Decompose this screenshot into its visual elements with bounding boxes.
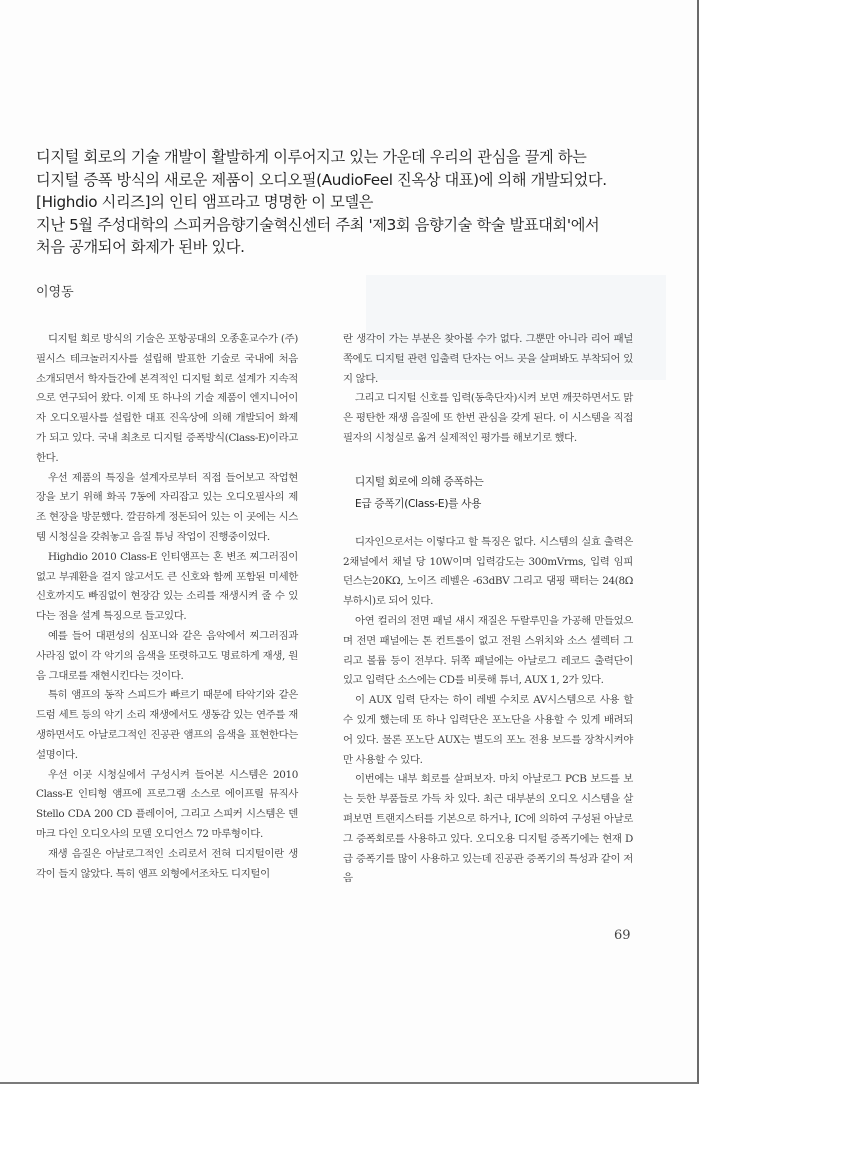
body-paragraph: Highdio 2010 Class-E 인티앰프는 혼 변조 찌그러짐이 없고 부궤환을 걸지 않고서도 큰 신호와 함께 포함된 미세한 신호까지도 빠짐없이 현장감 있는 소리를 재생시켜 줄 수 있다는 점을 설계 특징으로 들고있다. (36, 550, 298, 623)
subheading-line: E급 증폭기(Class-E)를 사용 (355, 497, 482, 510)
body-paragraph: 이 AUX 입력 단자는 하이 레벨 수치로 AV시스템으로 사용 할 수 있게 했는데 또 하나 입력단은 포노단을 사용할 수 있게 배려되어 있다. 물론 포노단 AUX는 별도의 포노 전용 보드를 장착시켜야만 사용할 수 있다. (343, 694, 633, 766)
lead-line: 디지털 증폭 방식의 새로운 제품이 오디오필(AudioFeel 진옥상 대표)에 의해 개발되었다. (36, 170, 607, 189)
author-name: 이영동 (36, 285, 74, 300)
body-paragraph: 우선 제품의 특징을 설계자로부터 직접 들어보고 작업현장을 보기 위해 화곡 7동에 자리잡고 있는 오디오필사의 제조 현장을 방문했다. 깔끔하게 정돈되어 있는 이 곳에는 시스템 시청실을 갖춰놓고 음질 튜닝 작업이 진행중이었다. (36, 471, 298, 543)
body-paragraph: 디지털 회로 방식의 기술은 포항공대의 오종훈교수가 (주)필시스 테크놀러지사를 설립해 발표한 기술로 국내에 처음 소개되면서 학자들간에 본격적인 디지털 회로 설계가 지속적으로 연구되어 왔다. 이제 또 하나의 기술 제품이 엔지니어이자 오디오필사를 설립한 대표 진옥상에 의해 개발되어 화제가 되고 있다. 국내 최초로 디지털 증폭방식(Class-E)이라고 한다. (36, 333, 298, 464)
section-subheading (355, 471, 633, 515)
body-paragraph: 그리고 디지털 신호를 입력(동축단자)시켜 보면 깨끗하면서도 맑은 평탄한 재생 음질에 또 한번 관심을 갖게 된다. 이 시스템을 직접 필자의 시청실로 옮겨 실제적인 평가를 해보기로 했다. (343, 392, 633, 444)
page-number: 69 (614, 928, 631, 943)
lead-line: 지난 5월 주성대학의 스피커음향기술혁신센터 주최 '제3회 음향기술 학술 발표대회'에서 (36, 215, 600, 234)
body-paragraph: 이번에는 내부 회로를 살펴보자. 마치 아날로그 PCB 보드를 보는 듯한 부품들로 가득 차 있다. 최근 대부분의 오디오 시스템을 살펴보면 트랜지스터를 기본으로 하거나, IC에 의하여 구성된 아날로그 증폭회로를 사용하고 있다. 오디오용 디지털 증폭기에는 현재 D급 증폭기를 많이 사용하고 있는데 진공관 증폭기의 특성과 같이 저 음 (343, 773, 633, 885)
body-paragraph: 디자인으로서는 이렇다고 할 특징은 없다. 시스템의 실효 출력은 2채널에서 채널 당 10W이며 입력감도는 300mVrms, 입력 임피던스는20KΩ, 노이즈 레벨은 -63dBV 그리고 댐핑 팩터는 24(8Ω 부하시)로 되어 있다. (343, 535, 633, 608)
lead-line: 디지털 회로의 기술 개발이 활발하게 이루어지고 있는 가운데 우리의 관심을 끌게 하는 (36, 148, 587, 166)
left-column (36, 330, 298, 884)
lead-line: [Highdio 시리즈]의 인티 앰프라고 명명한 이 모델은 (36, 193, 374, 211)
body-paragraph: 특히 앰프의 동작 스피드가 빠르기 때문에 타악기와 같은 드럼 세트 등의 악기 소리 재생에서도 생동감 있는 연주를 재생하면서도 아날로그적인 진공관 앰프의 음색을 표현한다는 설명이다. (36, 689, 298, 761)
right-column (343, 330, 633, 889)
subheading-line: 디지털 회로에 의해 증폭하는 (355, 475, 484, 488)
body-paragraph: 예를 들어 대편성의 심포니와 같은 음악에서 찌그러짐과 사라짐 없이 각 악기의 음색을 또렷하고도 명료하게 재생, 원음 그대로를 재현시킨다는 것이다. (36, 629, 298, 682)
body-paragraph: 아연 컬러의 전면 패널 섀시 재질은 두랄루민을 가공해 만들었으며 전면 패널에는 톤 컨트롤이 없고 전원 스위치와 소스 셀렉터 그리고 볼륨 등이 전부다. 뒤쪽 패널에는 아날로그 레코드 출력단이 있고 입력단 소스에는 CD를 비롯해 튜너, AUX 1, 2가 있다. (343, 614, 633, 687)
body-paragraph: 우선 이곳 시청실에서 구성시켜 들어본 시스템은 2010 Class-E 인티형 앰프에 프로그램 소스로 에이프릴 뮤직사 Stello CDA 200 CD 플레이어, 그리고 스피커 시스템은 덴마크 다인 오디오사의 모델 오디언스 72 마루형이다. (36, 768, 298, 840)
body-paragraph: 란 생각이 가는 부분은 찾아볼 수가 없다. 그뿐만 아니라 리어 패널쪽에도 디지털 관련 입출력 단자는 어느 곳을 살펴봐도 부착되어 있지 않다. (343, 333, 633, 385)
lead-line: 처음 공개되어 화제가 된바 있다. (36, 238, 245, 256)
lead-paragraph (36, 146, 656, 259)
body-paragraph: 재생 음질은 아날로그적인 소리로서 전혀 디지털이란 생각이 들지 않았다. 특히 앰프 외형에서조차도 디지털이 (36, 847, 298, 880)
